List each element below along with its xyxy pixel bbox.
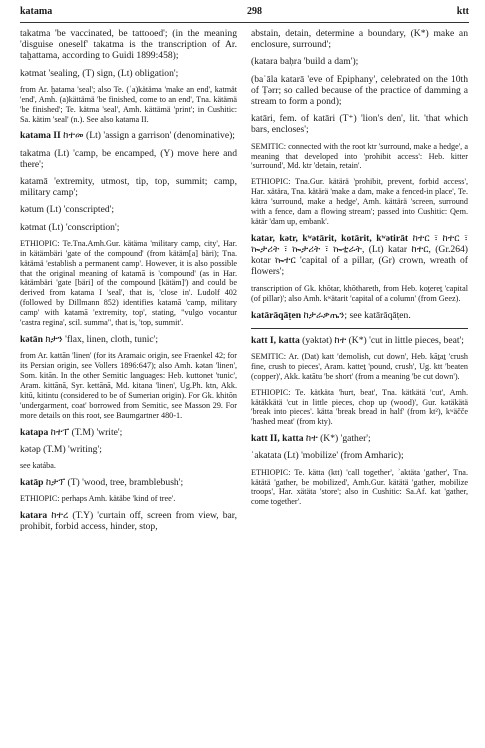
dictionary-entry (20, 28, 237, 62)
dictionary-entry (251, 28, 468, 50)
entry-text: (baʿāla katarā 'eve of Epiphany', celebrated on the 10th of Ṭərr; so called because of the practice of damming a stream to form a pond); (251, 73, 468, 108)
dictionary-entry (20, 427, 237, 438)
dictionary-entry (20, 444, 237, 455)
section-divider (251, 328, 468, 329)
dictionary-entry (251, 388, 468, 428)
entry-text: ʾakatata (Lt) 'mobilize' (from Amharic); (251, 450, 404, 462)
entry-text: ETHIOPIC: Te.Tna.Amh.Gur. kätäma 'military camp, city', Har. in kätämbäri 'gate of the compound' (from kätäm[a] bäri); Tna. kätämä 'establish a permanent camp'. However, it is also possible that the original meaning of katamā is 'compound' (as in Har. kätämbäri 'gate [bäri] of the compound [kätäm]') and could be derived from katama I 'seal', that is, 'close in'. Ludolf 402 (followed by Dillmann 852) identifies katamā 'camp, military camp' with katamā 'extremity, top', stating, "vulgo vocantur 'castra regina', scil. summa", that is, 'top, summit'. (20, 238, 237, 328)
entry-text: takatma (Lt) 'camp, be encamped, (Y) move here and there'; (20, 147, 237, 170)
entry-headword: katārāqāṭen (251, 309, 302, 321)
entry-text: transcription of Gk. khōtar, khōthareth, from Heb. koṯereṯ 'capital (of pillar)'; also Amh. kʷätarit 'capital of a column' (from Geez). (251, 283, 468, 303)
dictionary-entry (251, 310, 468, 321)
dictionary-entry (20, 510, 237, 532)
entry-text: ከታፕ (T) 'wood, tree, bramblebush'; (43, 476, 184, 488)
dictionary-entry (251, 468, 468, 508)
dictionary-entry (251, 450, 468, 461)
dictionary-entry (20, 68, 237, 79)
dictionary-entry (20, 148, 237, 170)
dictionary-entry (251, 352, 468, 382)
entry-text: ከተፐ (T.M) 'write'; (48, 426, 123, 438)
entry-text: SEMITIC: connected with the root ktr 'surround, make a hedge', a meaning that developed into 'prohibit access': Heb. kitter 'surround', Md. ktr 'detain, retain'. (251, 141, 468, 171)
entry-text: kətum (Lt) 'conscripted'; (20, 204, 115, 216)
left-column (20, 28, 237, 538)
right-column (251, 28, 468, 538)
entry-headword: katar, kətr, kʷətārit, kotārit, kʷətirāt (251, 232, 409, 244)
dictionary-entry (251, 177, 468, 227)
entry-text: from Ar. ḫatama 'seal'; also Te. (ʾa)kätäma 'make an end', katmät 'end', Amh. (a)kättämä 'be finished, come to an end', Tna. kätämä 'be finished'; Te. kätma 'seal', Amh. kättämä 'print'; in Cushitic: Sa. kätim 'seal' (n.). See also katama II. (20, 84, 237, 124)
dictionary-entry (20, 176, 237, 198)
entry-text: (katara baḥra 'build a dam'); (251, 56, 359, 68)
entry-text: katamā 'extremity, utmost, tip, top, summit; camp, military camp'; (20, 176, 237, 199)
entry-text: ክታን 'flax, linen, cloth, tunic'; (42, 334, 159, 346)
dictionary-entry (20, 461, 237, 471)
entry-text: ከተረ (T.Y) 'curtain off, screen from view, bar, prohibit, forbid access, hinder, stop, (20, 509, 237, 533)
dictionary-entry (20, 85, 237, 125)
dictionary-entry (251, 74, 468, 108)
dictionary-entry (251, 142, 468, 172)
entry-text: kətmat (Lt) 'conscription'; (20, 221, 120, 233)
entry-text: kətmat 'sealing, (T) sign, (Lt) obligation'; (20, 67, 179, 79)
dictionary-entry (20, 351, 237, 420)
page-header (20, 6, 469, 20)
entry-text: ከታራቃጤን; see katārāqāṭen. (301, 309, 411, 321)
entry-headword: katt II, katta (251, 433, 304, 445)
entry-text: abstain, detain, determine a boundary, (K*) make an enclosure, surround'; (251, 28, 468, 51)
entry-text: ከተመ (Lt) 'assign a garrison' (denominative); (60, 130, 235, 142)
dictionary-entry (251, 113, 468, 135)
dictionary-entry (20, 477, 237, 488)
entry-text: ETHIOPIC: perhaps Amh. kätäbe 'kind of tree'. (20, 494, 176, 504)
dictionary-entry (251, 335, 468, 346)
entry-headword: kətān (20, 334, 43, 346)
dictionary-entry (251, 433, 468, 444)
dictionary-entry (20, 239, 237, 328)
header-rule (20, 22, 469, 23)
dictionary-entry (20, 334, 237, 345)
entry-text: ከተር ፣ ከተር ፣ ኰታሪት ፣ ኰታሪት ፣ ኰቲራት, (Lt) katar ከተር, (Gr.264) kotar ኰተር 'capital of a pillar, (Gr) crown, wreath of flowers'; (251, 232, 468, 278)
entry-headword: katāp (20, 476, 44, 488)
dictionary-entry (20, 494, 237, 504)
entry-headword: katt I, katta (251, 334, 300, 346)
entry-text: katāri, fem. of katāri (T⁺) 'lion's den', lit. 'that which bars, encloses'; (251, 113, 468, 136)
dictionary-entry (20, 130, 237, 141)
entry-text: ETHIOPIC: Te. kätkäta 'hurt, beat', Tna. kätkätä 'cut', Amh. kätäkkätä 'cut in little pieces, chop up (wood)', Gur. kətäkätä 'break into pieces'. kätta 'break bread in half' (from kt²), kʷäčče 'hashed meat' (from kty). (251, 387, 468, 427)
header-right-guideword: ktt (456, 6, 469, 17)
entry-text: ETHIOPIC: Tna.Gur. kätärä 'prohibit, prevent, forbid access', Har. xätära, Tna. kätärä 'make a dam, make a fenced-in place', Te. kätra 'surround, make a hedge', Amh. kättärä 'screen, surround with a fence, dam a flowing stream'; passed into Cushitic: Qem. kätär 'dam up, embank'. (251, 177, 468, 226)
entry-headword: katapa (20, 426, 49, 438)
dictionary-entry (251, 284, 468, 304)
dictionary-entry (20, 222, 237, 233)
entry-text: kətəp (T.M) 'writing'; (20, 443, 102, 455)
entry-headword: katama II (20, 130, 61, 142)
entry-text: SEMITIC: Ar. (Dat) katt 'demolish, cut down', Heb. kāṯaṯ 'crush fine, crush to pieces', Aram. katteṯ 'pound, crush', Ug. ktt 'beaten (copper)', Akk. katātu 'be short' (from a meaning 'be cut down'). (251, 351, 468, 381)
dictionary-entry (251, 56, 468, 67)
entry-text: (yəktət) ከተ (K*) 'cut in little pieces, beat'; (299, 334, 464, 346)
entry-text: ከተ (K*) 'gather'; (303, 433, 371, 445)
dictionary-entry (251, 233, 468, 278)
entry-text: ETHIOPIC: Te. kätta (ktt) 'call together', ʾaktäta 'gather', Tna. kätätä 'gather, be mobilized', Amh.Gur. kätätä 'gather, mobilize troops', Har. xätäta 'store'; also in Cushitic: Sa.Af. kat 'gather, come together'. (251, 467, 468, 507)
entry-headword: katara (20, 509, 48, 521)
entry-text: see katába. (20, 460, 56, 470)
page-number: 298 (247, 6, 262, 17)
entry-text: from Ar. kattān 'linen' (for its Aramaic origin, see Fraenkel 42; for its Persian origin, see Vollers 1896:647); also Amh. kətan 'linen', Som. kitān. In the other Semitic languages: Heb. kuttonet 'tunic', Aram. kittānā, Syr. kettānā, Md. kitana 'linen', Ug.Ph. ktn, Akk. kitū, kitintu (considered to be of Sumerian origin). For Gk. khitōn 'undergarment, coat' borrowed from Semitic, see Masson 29. For more details on this root, see Baumgartner 480-1. (20, 351, 237, 420)
entry-text: takatma 'be vaccinated, be tattooed'; (in the meaning 'disguise oneself' takatma is the transcription of Ar. taḫattama, according to Guidi 1899:458); (20, 28, 237, 62)
dictionary-entry (20, 204, 237, 215)
two-column-body (20, 28, 469, 538)
header-left-guideword: katama (20, 6, 53, 17)
